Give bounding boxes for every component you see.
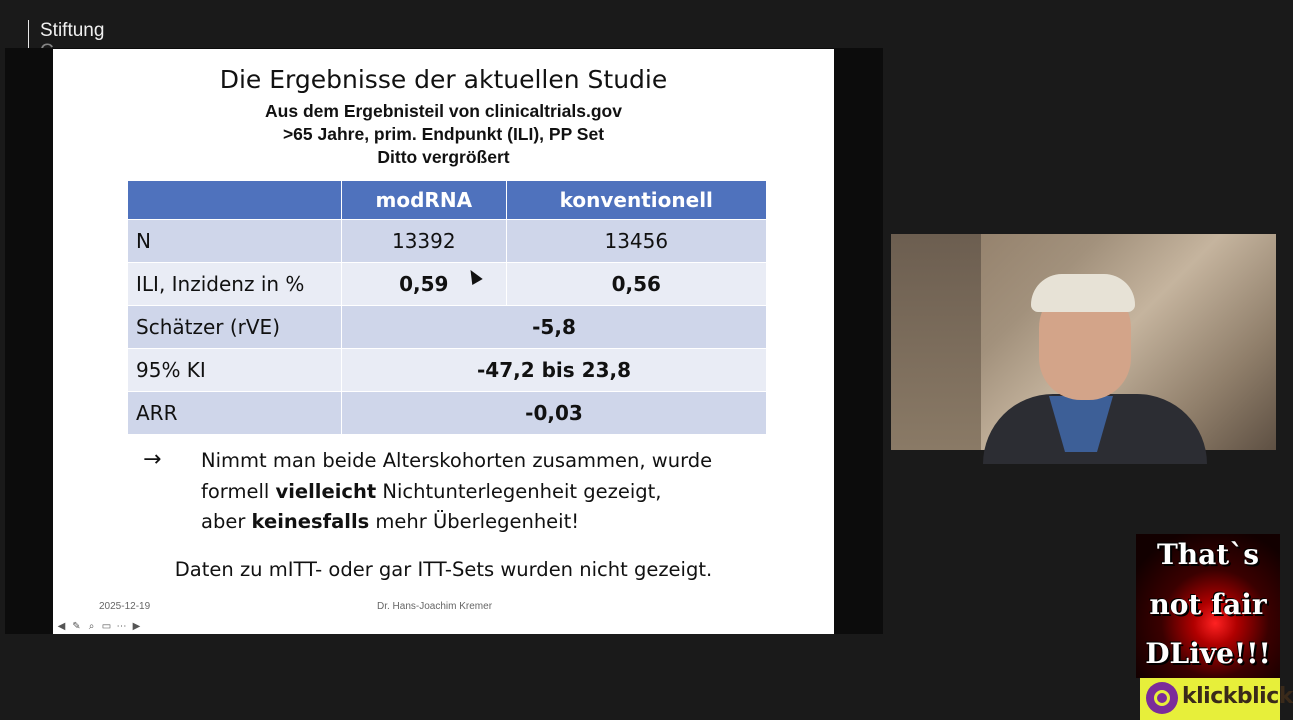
cell-merged: -47,2 bis 23,8 — [342, 349, 767, 392]
next-slide-icon[interactable]: ▶ — [132, 621, 141, 632]
conclusion-text — [201, 446, 801, 538]
webcam-background-window — [891, 234, 981, 450]
camera-icon[interactable]: ▭ — [101, 621, 112, 632]
speaker-hair — [1031, 274, 1135, 312]
conclusion-line-2-post: Nichtunterlegenheit gezeigt, — [376, 479, 662, 503]
promo-line-1: That`s — [1156, 538, 1260, 571]
row-label: Schätzer (rVE) — [128, 306, 342, 349]
header-konventionell: konventionell — [506, 181, 766, 220]
table-row — [128, 349, 767, 392]
slide-subtitle-2: >65 Jahre, prim. Endpunkt (ILI), PP Set — [282, 124, 605, 144]
conclusion-line-3-pre: aber — [201, 510, 252, 533]
row-label: ARR — [128, 392, 342, 435]
cell-merged: -0,03 — [342, 392, 767, 435]
conclusion-line-2 — [201, 477, 801, 508]
klickblick-logo-icon — [1146, 682, 1178, 714]
row-label: N — [128, 220, 342, 263]
klickblick-brand-bar — [1140, 678, 1293, 720]
brand-line-1: Stiftung — [40, 20, 105, 41]
conclusion-line-2-pre: formell — [201, 479, 276, 503]
table-row — [128, 220, 767, 263]
conclusion-line-3 — [201, 507, 801, 538]
results-table — [127, 180, 767, 435]
conclusion-line-1: Nimmt man beide Alterskohorten zusammen, wurde — [201, 449, 713, 472]
slide-footer-date: 2025-12-19 — [99, 601, 151, 612]
cell-modrna: 0,59 — [342, 263, 507, 306]
conclusion-line-3-bold: keinesfalls — [251, 510, 370, 533]
pen-icon[interactable]: ✎ — [72, 621, 81, 632]
slide-title: Die Ergebnisse der aktuellen Studie — [219, 65, 668, 94]
more-options-icon[interactable]: ⋯ — [116, 621, 127, 632]
cell-merged: -5,8 — [342, 306, 767, 349]
cell-modrna: 13392 — [342, 220, 507, 263]
row-label: 95% KI — [128, 349, 342, 392]
zoom-icon[interactable]: ⌕ — [88, 621, 95, 632]
previous-slide-icon[interactable]: ◀ — [57, 621, 66, 632]
promo-overlay — [1136, 534, 1280, 678]
row-label: ILI, Inzidenz in % — [128, 263, 342, 306]
table-row — [128, 263, 767, 306]
cell-konventionell: 0,56 — [506, 263, 766, 306]
promo-line-3: DLive!!! — [1145, 637, 1271, 670]
conclusion-line-3-post: mehr Überlegenheit! — [369, 510, 580, 533]
table-row — [128, 306, 767, 349]
presentation-slide — [53, 49, 834, 634]
header-modrna: modRNA — [342, 181, 507, 220]
brand-name: klickblick — [1182, 684, 1293, 709]
slide-note: Daten zu mITT- oder gar ITT-Sets wurden nicht gezeigt. — [174, 558, 713, 581]
slide-controls-toolbar — [55, 620, 143, 633]
cell-konventionell: 13456 — [506, 220, 766, 263]
slide-subtitle-1: Aus dem Ergebnisteil von clinicaltrials.gov — [265, 101, 622, 121]
table-row — [128, 392, 767, 435]
promo-line-2: not fair — [1149, 588, 1267, 621]
conclusion-line-2-bold: vielleicht — [275, 479, 377, 503]
table-header-row — [128, 181, 767, 220]
slide-footer-author: Dr. Hans-Joachim Kremer — [377, 601, 493, 612]
webcam-video-feed — [891, 234, 1276, 450]
right-arrow-icon: → — [143, 447, 162, 472]
slide-subtitle-3: Ditto vergrößert — [377, 147, 510, 167]
header-empty-cell — [128, 181, 342, 220]
